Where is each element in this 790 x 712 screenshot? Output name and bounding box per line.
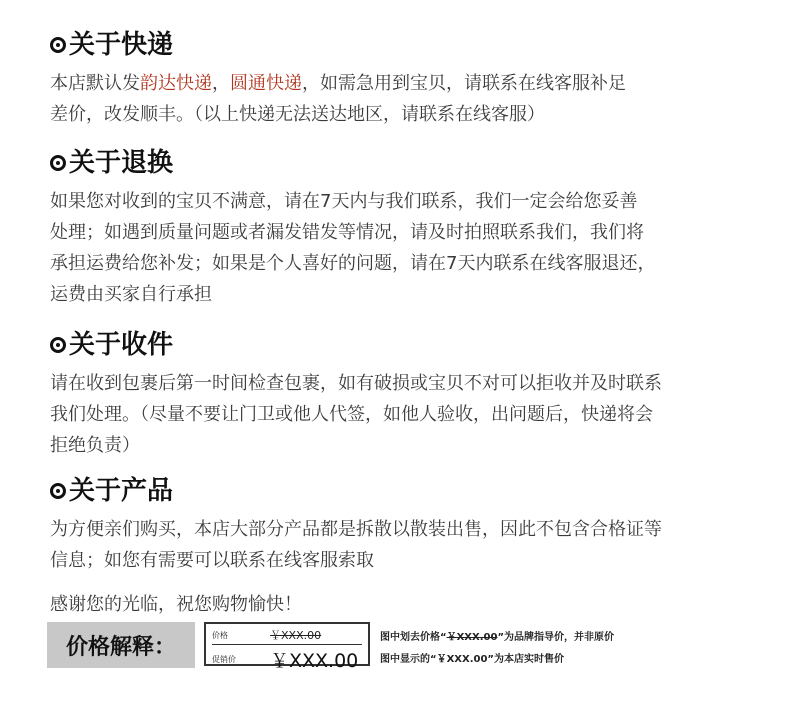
shipping-section [50,28,762,130]
section-heading [50,28,762,62]
courier-yunda: 韵达快递 [140,73,212,94]
heading-text: 关于退换 [69,148,174,178]
price-note-actual: 图中显示的“￥XXX.00”为本店实时售价 [380,654,564,665]
section-body [50,368,762,461]
courier-yuantong: 圆通快递 [230,73,302,94]
section-heading [50,328,762,362]
body-text: ， [212,73,230,94]
returns-section [50,146,762,310]
list-price-row [212,627,362,643]
body-line: 如果您对收到的宝贝不满意，请在7天内与我们联系，我们一定会给您妥善 [50,191,638,212]
product-section [50,474,762,576]
body-line: 承担运费给您补发；如果是个人喜好的问题，请在7天内联系在线客服退还， [50,253,656,274]
circle-bullet-icon [50,37,66,53]
body-line: 信息；如您有需要可以联系在线客服索取 [50,550,374,571]
heading-text: 关于产品 [69,476,174,506]
section-body [50,514,762,576]
section-body [50,68,762,130]
body-line: 我们处理。（尽量不要让门卫或他人代签，如他人验收，出问题后，快递将会 [50,404,653,425]
body-line: 处理；如遇到质量问题或者漏发错发等情况，请及时拍照联系我们，我们将 [50,222,644,243]
body-line: 请在收到包裹后第一时间检查包裹，如有破损或宝贝不对可以拒收并及时联系 [50,373,662,394]
list-price-value: ￥XXX.00 [270,629,322,642]
receiving-section [50,328,762,461]
body-line: 拒绝负责） [50,435,140,456]
body-text: 差价，改发顺丰。（以上快递无法送达地区，请联系在线客服） [50,104,545,125]
note-text: ”为品牌指导价，并非原价 [497,632,615,643]
thanks-text: 感谢您的光临，祝您购物愉快！ [50,594,302,615]
price-explanation-label: 价格解释： [47,622,195,668]
sale-price-row [212,644,362,673]
section-heading [50,474,762,508]
circle-bullet-icon [50,155,66,171]
list-price-label: 价格 [212,630,228,640]
body-text: ，如需急用到宝贝，请联系在线客服补足 [302,73,626,94]
body-text: 本店默认发 [50,73,140,94]
heading-text: 关于快递 [69,30,174,60]
price-example-box [204,622,370,672]
circle-bullet-icon [50,337,66,353]
heading-text: 关于收件 [69,330,174,360]
note-text: 图中划去价格“ [380,632,447,643]
price-note-brand [380,628,614,643]
note-strike-price: ￥XXX.00 [446,632,498,643]
sale-price-value: ￥XXX.00 [270,650,359,672]
body-line: 为方便亲们购买，本店大部分产品都是拆散以散装出售，因此不包含合格证等 [50,519,662,540]
section-body [50,186,762,310]
sale-price-label: 促销价 [212,655,236,664]
body-line: 运费由买家自行承担 [50,284,212,305]
circle-bullet-icon [50,483,66,499]
section-heading [50,146,762,180]
